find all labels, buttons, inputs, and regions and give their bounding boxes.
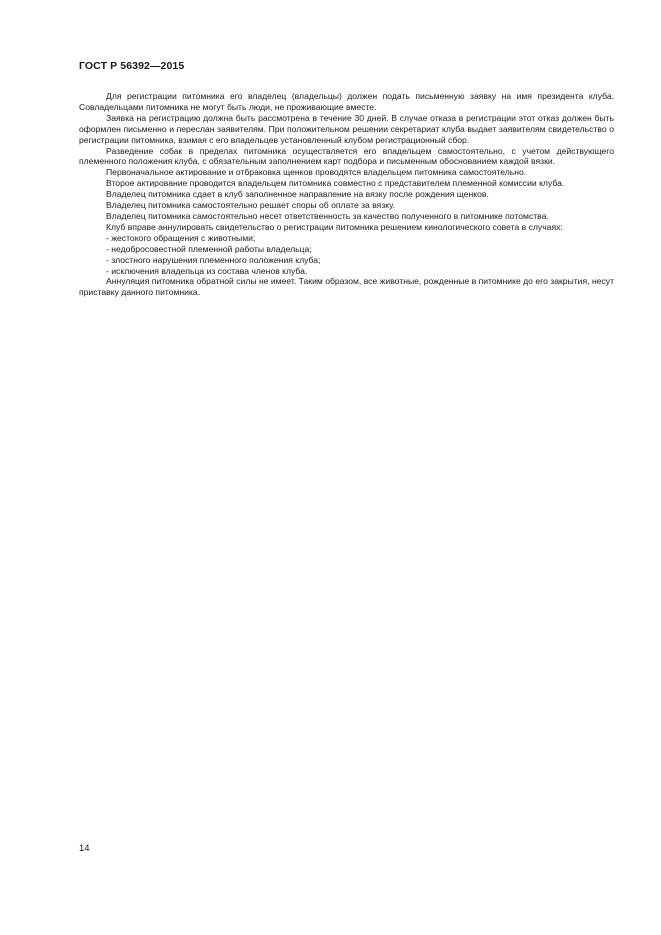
body-text bbox=[79, 91, 614, 298]
paragraph-application-review: Заявка на регистрацию должна быть рассмотрена в течение 30 дней. В случае отказа в регистрации этот отказ должен быть оформлен письменно и переслан заявителям. При положительном решении секретариат клуба выдает заявителям свидетельство о регистрации питомника, взимая с его владельцев установленный клубом регистрационный сбор. bbox=[79, 112, 614, 145]
standard-code-header: ГОСТ Р 56392—2015 bbox=[79, 60, 185, 72]
list-item: - недобросовестной племенной работы владельца; bbox=[106, 243, 312, 254]
paragraph-registration-application: Для регистрации питомника его владелец (владельцы) должен подать письменную заявку на имя президента клуба. Совладельцами питомника не могут быть люди, не проживающие вместе. bbox=[79, 91, 614, 112]
paragraph-payment-disputes: Владелец питомника самостоятельно решает споры об оплате за вязку. bbox=[106, 200, 395, 211]
paragraph-breeding: Разведение собак в пределах питомника осуществляется его владельцем самостоятельно, с учетом действующего племенного положения клуба, с обязательным заполнением карт подбора и письменным обоснованием каждой вязки. bbox=[79, 145, 614, 167]
list-item: - злостного нарушения племенного положения клуба; bbox=[106, 254, 321, 265]
page-number: 14 bbox=[79, 843, 90, 854]
paragraph-second-certification: Второе актирование проводится владельцем питомника совместно с представителем племенной комиссии клуба. bbox=[106, 178, 565, 189]
paragraph-annulment-effect: Аннуляция питомника обратной силы не имеет. Таким образом, все животные, рожденные в питомнике до его закрытия, несут приставку данного питомника. bbox=[79, 276, 614, 298]
list-item: - исключения владельца из состава членов клуба. bbox=[106, 265, 308, 276]
paragraph-offspring-quality: Владелец питомника самостоятельно несет ответственность за качество полученного в питомнике потомства. bbox=[106, 210, 549, 221]
list-item: - жестокого обращения с животными; bbox=[106, 232, 256, 243]
paragraph-mating-referral: Владелец питомника сдает в клуб заполненное направление на вязку после рождения щенков. bbox=[106, 189, 489, 200]
paragraph-first-certification: Первоначальное актирование и отбраковка щенков проводятся владельцем питомника самостоятельно. bbox=[106, 167, 527, 178]
paragraph-annulment-cases: Клуб вправе аннулировать свидетельство о регистрации питомника решением кинологического совета в случаях: bbox=[106, 221, 563, 232]
